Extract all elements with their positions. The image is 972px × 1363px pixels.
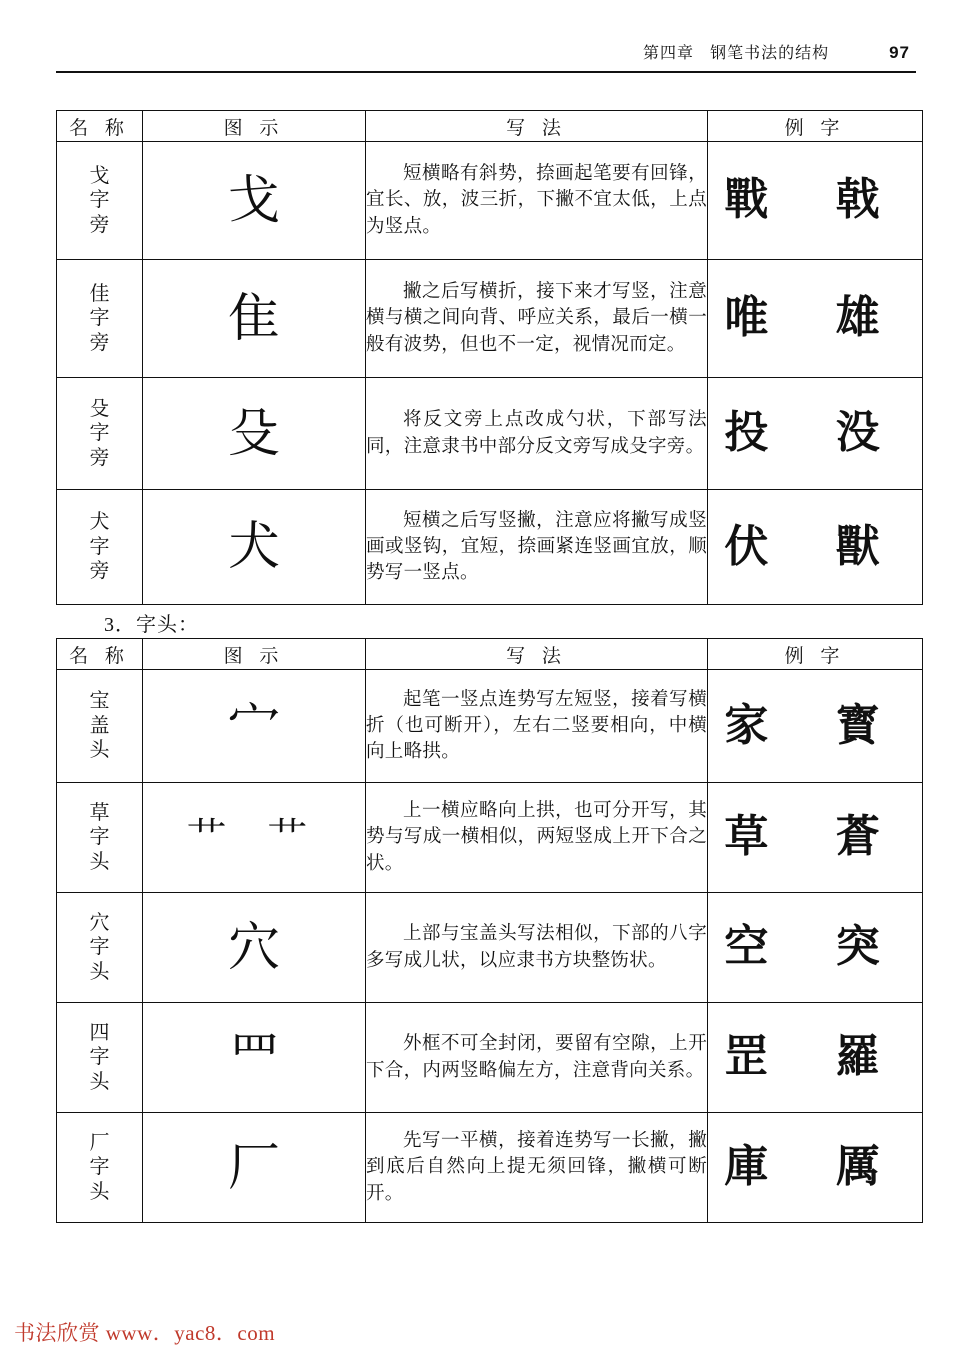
section-label: 3．字头： [104, 614, 199, 636]
radical-name: 穴 字 头 [57, 893, 143, 1003]
radical-table-side [56, 110, 923, 605]
radical-method: 上部与宝盖头写法相似，下部的八字多写成儿状，以应隶书方块整饬状。 [366, 893, 708, 1003]
radical-shape: 殳 [143, 378, 366, 490]
radical-examples: 空 突 [708, 893, 923, 1003]
column-header-example: 例 字 [708, 111, 923, 142]
radical-name: 殳 字 旁 [57, 378, 143, 490]
column-header-name: 名 称 [57, 111, 143, 142]
radical-shape: 穴 [143, 893, 366, 1003]
radical-examples: 伏 獸 [708, 490, 923, 605]
column-header-shape: 图 示 [143, 639, 366, 670]
radical-name: 戈 字 旁 [57, 142, 143, 260]
radical-shape: 厂 [143, 1113, 366, 1223]
radical-method: 短横略有斜势，捺画起笔要有回锋，宜长、放，波三折，下撇不宜太低，上点为竖点。 [366, 142, 708, 260]
radical-method: 外框不可全封闭，要留有空隙，上开下合，内两竖略偏左方，注意背向关系。 [366, 1003, 708, 1113]
header-divider [56, 71, 916, 73]
table-row [57, 1113, 923, 1223]
column-header-name: 名 称 [57, 639, 143, 670]
radical-examples: 唯 雄 [708, 260, 923, 378]
radical-method: 先写一平横，接着连势写一长撇，撇到底后自然向上提无须回锋，撇横可断开。 [366, 1113, 708, 1223]
footer-watermark: 书法欣赏 www．yac8．com [14, 1321, 276, 1345]
radical-table-head [56, 638, 923, 1223]
page-header [56, 40, 916, 76]
column-header-shape: 图 示 [143, 111, 366, 142]
radical-shape: 宀 [143, 670, 366, 783]
table-row [57, 1003, 923, 1113]
radical-shape: 戈 [143, 142, 366, 260]
radical-examples: 戰 戟 [708, 142, 923, 260]
radical-name: 犬 字 旁 [57, 490, 143, 605]
radical-shape: 罒 [143, 1003, 366, 1113]
page-number: 97 [889, 43, 910, 62]
table-row [57, 142, 923, 260]
radical-name: 厂 字 头 [57, 1113, 143, 1223]
radical-examples: 罡 羅 [708, 1003, 923, 1113]
table-row [57, 490, 923, 605]
table-row [57, 783, 923, 893]
table-row [57, 260, 923, 378]
radical-name: 佳 字 旁 [57, 260, 143, 378]
radical-shape: 隹 [143, 260, 366, 378]
radical-examples: 投 没 [708, 378, 923, 490]
radical-method: 短横之后写竖撇，注意应将撇写成竖画或竖钩，宜短，捺画紧连竖画宜放，顺势写一竖点。 [366, 490, 708, 605]
table-header-row [57, 111, 923, 142]
radical-method: 起笔一竖点连势写左短竖，接着写横折（也可断开），左右二竖要相向，中横向上略拱。 [366, 670, 708, 783]
radical-examples: 家 寳 [708, 670, 923, 783]
table-row [57, 670, 923, 783]
column-header-method: 写 法 [366, 639, 708, 670]
header-chapter: 第四章 [643, 45, 695, 62]
radical-method: 上一横应略向上拱，也可分开写，其势与写成一横相似，两短竖成上开下合之状。 [366, 783, 708, 893]
radical-examples: 草 蒼 [708, 783, 923, 893]
radical-name: 草 字 头 [57, 783, 143, 893]
table-row [57, 893, 923, 1003]
table-row [57, 378, 923, 490]
radical-examples: 庫 厲 [708, 1113, 923, 1223]
radical-shape: 犬 [143, 490, 366, 605]
radical-name: 宝 盖 头 [57, 670, 143, 783]
table-header-row [57, 639, 923, 670]
radical-shape: 艹 艹 [143, 783, 366, 893]
column-header-method: 写 法 [366, 111, 708, 142]
column-header-example: 例 字 [708, 639, 923, 670]
radical-method: 将反文旁上点改成勺状，下部写法同，注意隶书中部分反文旁写成殳字旁。 [366, 378, 708, 490]
header-title: 钢笔书法的结构 [710, 45, 830, 62]
radical-method: 撇之后写横折，接下来才写竖，注意横与横之间向背、呼应关系，最后一横一般有波势，但也不一定，视情况而定。 [366, 260, 708, 378]
radical-name: 四 字 头 [57, 1003, 143, 1113]
